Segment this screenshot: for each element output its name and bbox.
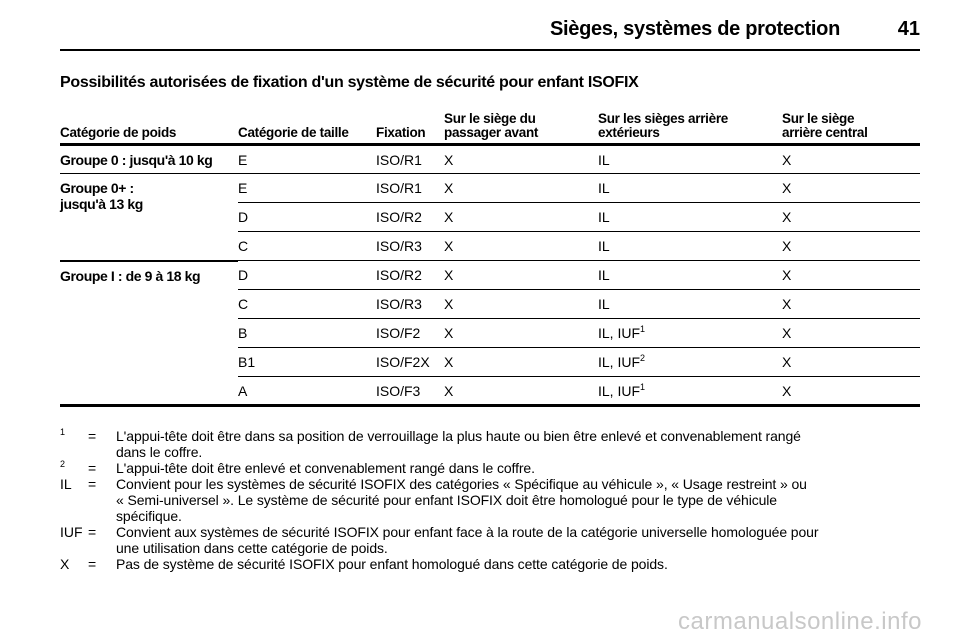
fixture-cell: ISO/R1: [376, 174, 444, 203]
section-heading: Possibilités autorisées de fixation d'un système de sécurité pour enfant ISOFIX: [60, 74, 639, 91]
legend-description: Pas de système de sécurité ISOFIX pour enfant homologué dans cette catégorie de poids.: [116, 556, 668, 572]
fixture-cell: ISO/R2: [376, 261, 444, 290]
outboard-cell: IL: [598, 290, 782, 319]
size-cell: C: [238, 290, 376, 319]
size-cell: E: [238, 174, 376, 203]
centre-cell: X: [782, 290, 920, 319]
legend-equals: =: [88, 556, 97, 572]
front-cell: X: [444, 261, 598, 290]
front-cell: X: [444, 290, 598, 319]
front-cell: X: [444, 203, 598, 232]
front-cell: X: [444, 319, 598, 348]
watermark: carmanualsonline.info: [678, 608, 922, 635]
weight-group-0: Groupe 0 : jusqu'à 10 kg: [60, 145, 238, 174]
fixture-cell: ISO/F2: [376, 319, 444, 348]
column-header-size-class: Catégorie de taille: [238, 108, 376, 145]
fixture-cell: ISO/R3: [376, 290, 444, 319]
outboard-cell: IL: [598, 145, 782, 174]
centre-cell: X: [782, 377, 920, 406]
centre-cell: X: [782, 203, 920, 232]
outboard-cell: IL, IUF$^2$: [598, 348, 782, 377]
size-cell: B: [238, 319, 376, 348]
legend-key: 1: [60, 427, 66, 437]
legend-description: L'appui-tête doit être enlevé et convenablement rangé dans le coffre.: [116, 460, 535, 476]
fixture-cell: ISO/R2: [376, 203, 444, 232]
legend-equals: =: [88, 428, 97, 444]
table-header-row: [60, 108, 920, 145]
legend-key: 2: [60, 459, 66, 469]
legend-equals: =: [88, 524, 97, 540]
footnote-ref: 2: [640, 353, 646, 363]
page-title: Sièges, systèmes de protection: [549, 18, 840, 40]
front-cell: X: [444, 348, 598, 377]
legend-equals: =: [88, 460, 97, 476]
legend-key: IL: [60, 476, 72, 492]
legend-description: L'appui-tête doit être dans sa position de verrouillage la plus haute ou bien être enlevé et convenablement rangé dans le coffre.: [116, 428, 801, 460]
legend-item: [60, 524, 920, 556]
legend-item: [60, 428, 920, 460]
legend-item: [60, 476, 920, 524]
weight-group-0-plus: Groupe 0+ : jusqu'à 13 kg: [60, 174, 238, 261]
legend: [60, 428, 920, 572]
page-header: [60, 18, 920, 46]
outboard-cell: IL, IUF$^1$: [598, 319, 782, 348]
size-cell: A: [238, 377, 376, 406]
centre-cell: X: [782, 174, 920, 203]
weight-group-1: Groupe I : de 9 à 18 kg: [60, 261, 238, 406]
fixture-cell: ISO/F2X: [376, 348, 444, 377]
legend-key: IUF: [60, 524, 83, 540]
fixture-cell: ISO/R3: [376, 232, 444, 261]
outboard-cell: IL: [598, 203, 782, 232]
footnote-ref: 1: [640, 324, 646, 334]
centre-cell: X: [782, 348, 920, 377]
centre-cell: X: [782, 261, 920, 290]
table-row: [60, 174, 920, 203]
centre-cell: X: [782, 145, 920, 174]
column-header-rear-outboard: Sur les sièges arrière extérieurs: [598, 108, 782, 145]
header-divider: [60, 49, 920, 51]
column-header-rear-centre: Sur le siège arrière central: [782, 108, 920, 145]
outboard-cell: IL: [598, 261, 782, 290]
size-cell: D: [238, 203, 376, 232]
column-header-weight-class: Catégorie de poids: [60, 108, 238, 145]
size-cell: E: [238, 145, 376, 174]
legend-description: Convient pour les systèmes de sécurité ISOFIX des catégories « Spécifique au véhicule », « Usage restreint » ou « Semi-universel ». Le système de sécurité pour enfant ISOFIX doit être homologué pour le type de véhicule spécifique.: [116, 476, 807, 524]
legend-item: [60, 460, 920, 476]
column-header-front-passenger: Sur le siège du passager avant: [444, 108, 598, 145]
legend-description: Convient aux systèmes de sécurité ISOFIX pour enfant face à la route de la catégorie universelle homologuée pour une utilisation dans cette catégorie de poids.: [116, 524, 819, 556]
table-row: [60, 145, 920, 174]
isofix-table: [60, 108, 920, 407]
size-cell: C: [238, 232, 376, 261]
legend-key: X: [60, 556, 70, 572]
legend-item: [60, 556, 920, 572]
column-header-fixture: Fixation: [376, 108, 444, 145]
centre-cell: X: [782, 319, 920, 348]
centre-cell: X: [782, 232, 920, 261]
fixture-cell: ISO/R1: [376, 145, 444, 174]
footnote-ref: 1: [640, 382, 646, 392]
size-cell: B1: [238, 348, 376, 377]
size-cell: D: [238, 261, 376, 290]
front-cell: X: [444, 377, 598, 406]
outboard-cell: IL: [598, 174, 782, 203]
front-cell: X: [444, 174, 598, 203]
legend-equals: =: [88, 476, 97, 492]
fixture-cell: ISO/F3: [376, 377, 444, 406]
front-cell: X: [444, 232, 598, 261]
outboard-cell: IL: [598, 232, 782, 261]
page-number: 41: [897, 18, 920, 40]
outboard-cell: IL, IUF$^1$: [598, 377, 782, 406]
front-cell: X: [444, 145, 598, 174]
table-row: [60, 261, 920, 290]
